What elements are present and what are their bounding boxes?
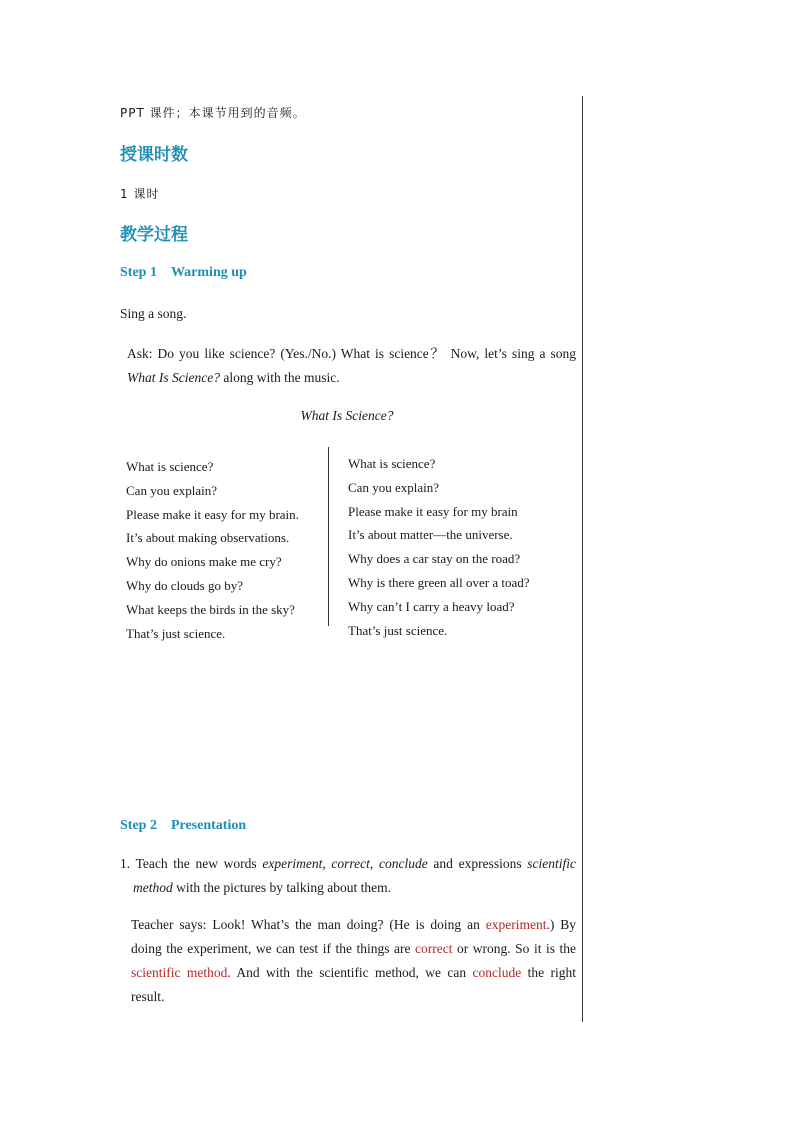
lyric-line: Why does a car stay on the road? — [348, 551, 521, 567]
teach-item-line-2 — [120, 876, 576, 900]
teach-item-line-1 — [120, 852, 576, 876]
ask-line-2-rest: along with the music. — [219, 370, 340, 385]
lyric-line: What is science? — [348, 456, 436, 471]
song-title: What Is Science? — [300, 408, 394, 423]
item-mid: and expressions — [427, 856, 528, 871]
song-title-inline: What Is Science? — [127, 370, 220, 385]
ask-paragraph — [127, 342, 576, 390]
highlight-word: scientific method — [131, 965, 228, 980]
heading-teaching-hours: 授课时数 — [120, 145, 188, 165]
teacher-text: or wrong. So it is the — [452, 941, 576, 956]
song-lyrics-left — [126, 455, 299, 645]
lyric-line: That’s just science. — [126, 625, 226, 641]
lyric-line: Why do clouds go by? — [126, 577, 243, 593]
teacher-text: .) By doing the experiment, we can test if the things are — [131, 917, 577, 956]
lyric-line: Why is there green all over a toad? — [348, 574, 530, 590]
item-prefix: 1. Teach the new words — [120, 856, 263, 871]
highlight-word: conclude — [472, 965, 522, 980]
lyric-line: Can you explain? — [126, 482, 217, 498]
song-lyrics-right — [348, 452, 530, 642]
lyric-line: What is science? — [126, 459, 214, 474]
step2-label: Step 2 — [120, 818, 157, 833]
lyric-line: It’s about making observations. — [126, 530, 290, 546]
lyric-line: Why do onions make me cry? — [126, 554, 282, 570]
teacher-text: . And with the scientific method, we can — [227, 965, 473, 980]
sing-line: Sing a song. — [120, 306, 187, 321]
ask-line-1: Ask: Do you like science? (Yes./No.) What is science？ Now, let’s sing a song — [127, 346, 576, 361]
step2-heading — [120, 818, 246, 834]
teacher-says-paragraph — [131, 913, 576, 1009]
heading-teaching-process: 教学过程 — [120, 225, 188, 245]
teacher-text: Teacher says: Look! What’s the man doing? (He is doing an — [131, 917, 486, 932]
highlight-word: experiment — [485, 917, 547, 932]
lyric-line: Can you explain? — [348, 479, 439, 495]
lyric-line: It’s about matter—the universe. — [348, 527, 513, 543]
lyric-line: What keeps the birds in the sky? — [126, 601, 295, 617]
lyric-line: Please make it easy for my brain — [348, 503, 518, 519]
step2-title: Presentation — [170, 818, 247, 833]
lyric-line: Please make it easy for my brain. — [126, 506, 299, 522]
expression-part-2: method — [133, 880, 173, 895]
song-column-divider — [328, 447, 329, 626]
item-rest: with the pictures by talking about them. — [172, 880, 391, 895]
hours-value: 1 课时 — [120, 187, 160, 201]
teacher-text: the right result. — [131, 965, 576, 1004]
highlight-word: correct — [415, 941, 453, 956]
step1-heading — [120, 265, 247, 281]
ask-line-2 — [127, 366, 576, 390]
materials-line: PPT 课件；本课节用到的音频。 — [120, 106, 306, 120]
lyric-line: That’s just science. — [348, 622, 448, 638]
step1-label: Step 1 — [120, 265, 157, 280]
new-words: experiment, correct, conclude — [262, 856, 428, 871]
expression-part-1: scientific — [527, 856, 577, 871]
step1-title: Warming up — [170, 265, 247, 280]
lyric-line: Why can’t I carry a heavy load? — [348, 598, 515, 614]
table-border-right — [582, 96, 583, 1022]
teach-item-1 — [120, 852, 576, 900]
